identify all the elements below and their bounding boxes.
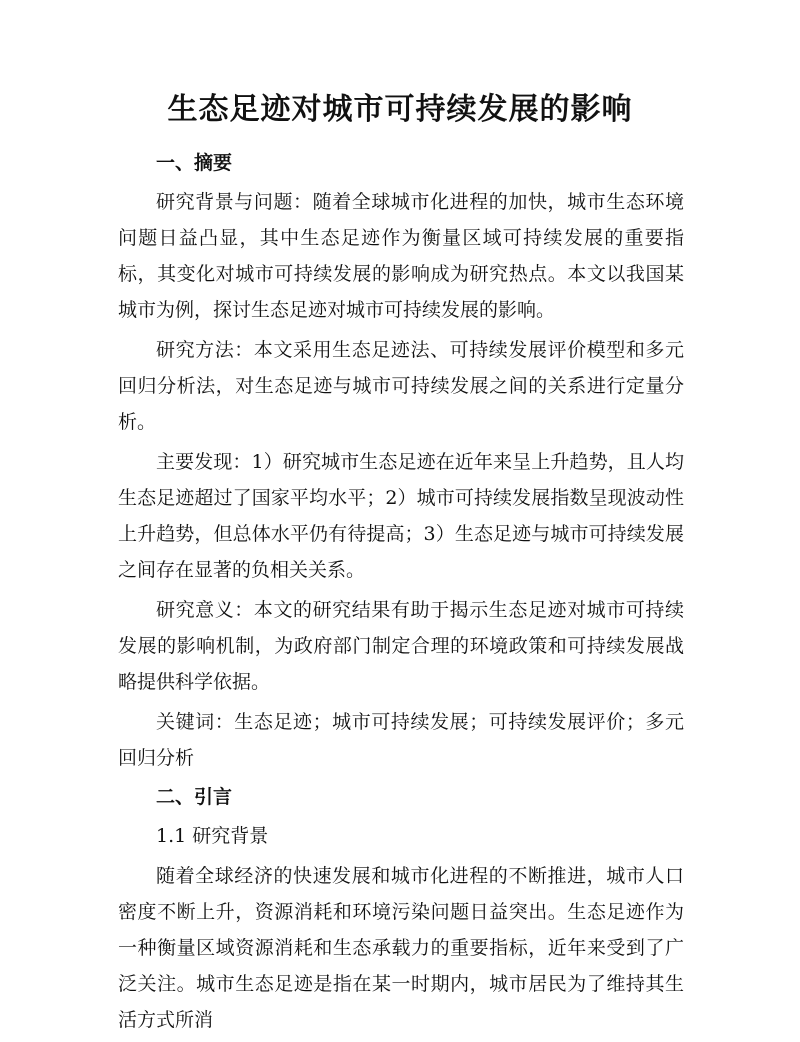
section-heading-introduction: 二、引言 (156, 786, 233, 808)
abstract-findings-paragraph: 主要发现：1）研究城市生态足迹在近年来呈上升趋势，且人均生态足迹超过了国家平均水平；2）城市可持续发展指数呈现波动性上升趋势，但总体水平仍有待提高；3）生态足迹与城市可持续发展之间存在显著的负相关关系。 (118, 451, 684, 581)
abstract-background-paragraph: 研究背景与问题：随着全球城市化进程的加快，城市生态环境问题日益凸显，其中生态足迹作为衡量区域可持续发展的重要指标，其变化对城市可持续发展的影响成为研究热点。本文以我国某城市为例，探讨生态足迹对城市可持续发展的影响。 (118, 191, 684, 321)
keywords-paragraph: 关键词：生态足迹；城市可持续发展；可持续发展评价；多元回归分析 (118, 711, 684, 769)
document-body (118, 146, 684, 1042)
introduction-paragraph: 随着全球经济的快速发展和城市化进程的不断推进，城市人口密度不断上升，资源消耗和环境污染问题日益突出。生态足迹作为一种衡量区域资源消耗和生态承载力的重要指标，近年来受到了广泛关注。城市生态足迹是指在某一时期内，城市居民为了维持其生活方式所消 (118, 865, 684, 1031)
subsection-heading-background: 1.1 研究背景 (156, 825, 269, 847)
document-title: 生态足迹对城市可持续发展的影响 (167, 92, 633, 127)
abstract-significance-paragraph: 研究意义：本文的研究结果有助于揭示生态足迹对城市可持续发展的影响机制，为政府部门制定合理的环境政策和可持续发展战略提供科学依据。 (118, 599, 684, 693)
section-heading-abstract: 一、摘要 (156, 152, 233, 174)
abstract-methods-paragraph: 研究方法：本文采用生态足迹法、可持续发展评价模型和多元回归分析法，对生态足迹与城市可持续发展之间的关系进行定量分析。 (118, 339, 684, 433)
